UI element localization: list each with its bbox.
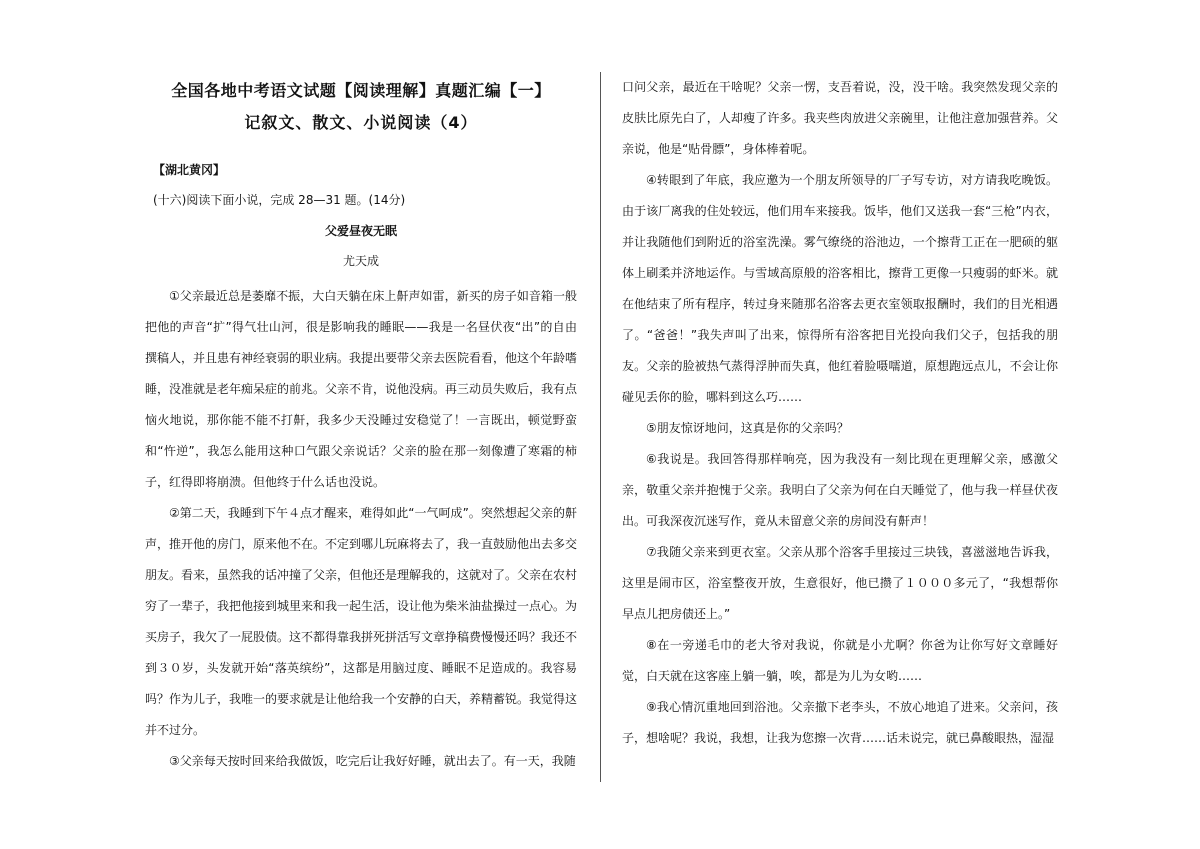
document-title: 全国各地中考语文试题【阅读理解】真题汇编【一】: [171, 81, 551, 100]
paragraph: ⑧在一旁递毛巾的老大爷对我说，你就是小尤啊？你爸为让你写好文章睡好觉，白天就在这客座上躺一躺，唉，都是为儿为女哟……: [622, 638, 1058, 683]
source-label: 【湖北黄冈】: [153, 163, 226, 177]
paragraph: ①父亲最近总是萎靡不振，大白天躺在床上鼾声如雷，新买的房子如音箱一般把他的声音“扩”得气壮山河，很是影响我的睡眠——我是一名昼伏夜“出”的自由撰稿人，并且患有神经衰弱的职业病。我提出要带父亲去医院看看，他这个年龄嗜睡，没准就是老年痴呆症的前兆。父亲不肯，说他没病。再三动员失败后，我有点恼火地说，那你能不能不打鼾，我多少天没睡过安稳觉了！一言既出，顿觉野蛮和“忤逆”，我怎么能用这种口气跟父亲说话？父亲的脸在那一刻像遭了寒霜的柿子，红得即将崩溃。但他终于什么话也没说。: [145, 289, 578, 489]
column-divider: [600, 72, 601, 782]
paragraph: ⑥我说是。我回答得那样响亮，因为我没有一刻比现在更理解父亲，感激父亲，敬重父亲并抱愧于父亲。我明白了父亲为何在白天睡觉了，他与我一样昼伏夜出。可我深夜沉迷写作，竟从未留意父亲的房间没有鼾声！: [622, 452, 1058, 528]
question-instruction: (十六)阅读下面小说，完成 28—31 题。(14分): [153, 193, 406, 207]
story-author: 尤天成: [342, 254, 379, 268]
paragraph-continued: 口问父亲，最近在干啥呢？父亲一愣，支吾着说，没，没干啥。我突然发现父亲的皮肤比原先白了，人却瘦了许多。我夹些肉放进父亲碗里，让他注意加强营养。父亲说，他是“贴骨膘”，身体棒着呢。: [622, 80, 1058, 156]
paragraph: ④转眼到了年底，我应邀为一个朋友所领导的厂子写专访，对方请我吃晚饭。由于该厂离我的住处较远，他们用车来接我。饭毕，他们又送我一套“三枪”内衣，并让我随他们到附近的浴室洗澡。雾气缭绕的浴池边，一个擦背工正在一肥硕的躯体上刷柔并济地运作。与雪域高原般的浴客相比，擦背工更像一只瘦弱的虾米。就在他结束了所有程序，转过身来随那名浴客去更衣室领取报酬时，我们的目光相遇了。“爸爸！”我失声叫了出来，惊得所有浴客把目光投向我们父子，包括我的朋友。父亲的脸被热气蒸得浮肿而失真，他红着脸嗫嚅道，原想跑远点儿，不会让你碰见丢你的脸，哪料到这么巧……: [622, 173, 1058, 404]
paragraph: ③父亲每天按时回来给我做饭，吃完后让我好好睡，就出去了。有一天，我随: [169, 754, 576, 768]
story-title: 父爱昼夜无眠: [324, 224, 397, 238]
right-column-text: [622, 72, 1058, 754]
paragraph: ⑤朋友惊讶地问，这真是你的父亲吗？: [646, 421, 849, 435]
paragraph: ②第二天，我睡到下午４点才醒来，难得如此“一气呵成”。突然想起父亲的鼾声，推开他的房门，原来他不在。不定到哪儿玩麻将去了，我一直鼓励他出去多交朋友。看来，虽然我的话冲撞了父亲，但他还是理解我的，这就对了。父亲在农村穷了一辈子，我把他接到城里来和我一起生活，设让他为柴米油盐操过一点心。为买房子，我欠了一屁股债。这不都得靠我拼死拼活写文章挣稿费慢慢还吗？我还不到３０岁，头发就开始“落英缤纷”，这都是用脑过度、睡眠不足造成的。我容易吗？作为儿子，我唯一的要求就是让他给我一个安静的白天，养精蓄锐。我觉得这并不过分。: [145, 506, 578, 737]
paragraph: ⑨我心情沉重地回到浴池。父亲撤下老李头，不放心地追了进来。父亲问，孩子，想啥呢？我说，我想，让我为您擦一次背……话未说完，就已鼻酸眼热，湿湿: [622, 700, 1058, 745]
left-column-text: [145, 281, 577, 777]
paragraph: ⑦我随父亲来到更衣室。父亲从那个浴客手里接过三块钱，喜滋滋地告诉我，这里是闹市区，浴室整夜开放，生意很好，他已攒了１０００多元了，“我想帮你早点儿把房债还上。”: [622, 545, 1058, 621]
document-subtitle: 记叙文、散文、小说阅读（4）: [244, 113, 478, 132]
